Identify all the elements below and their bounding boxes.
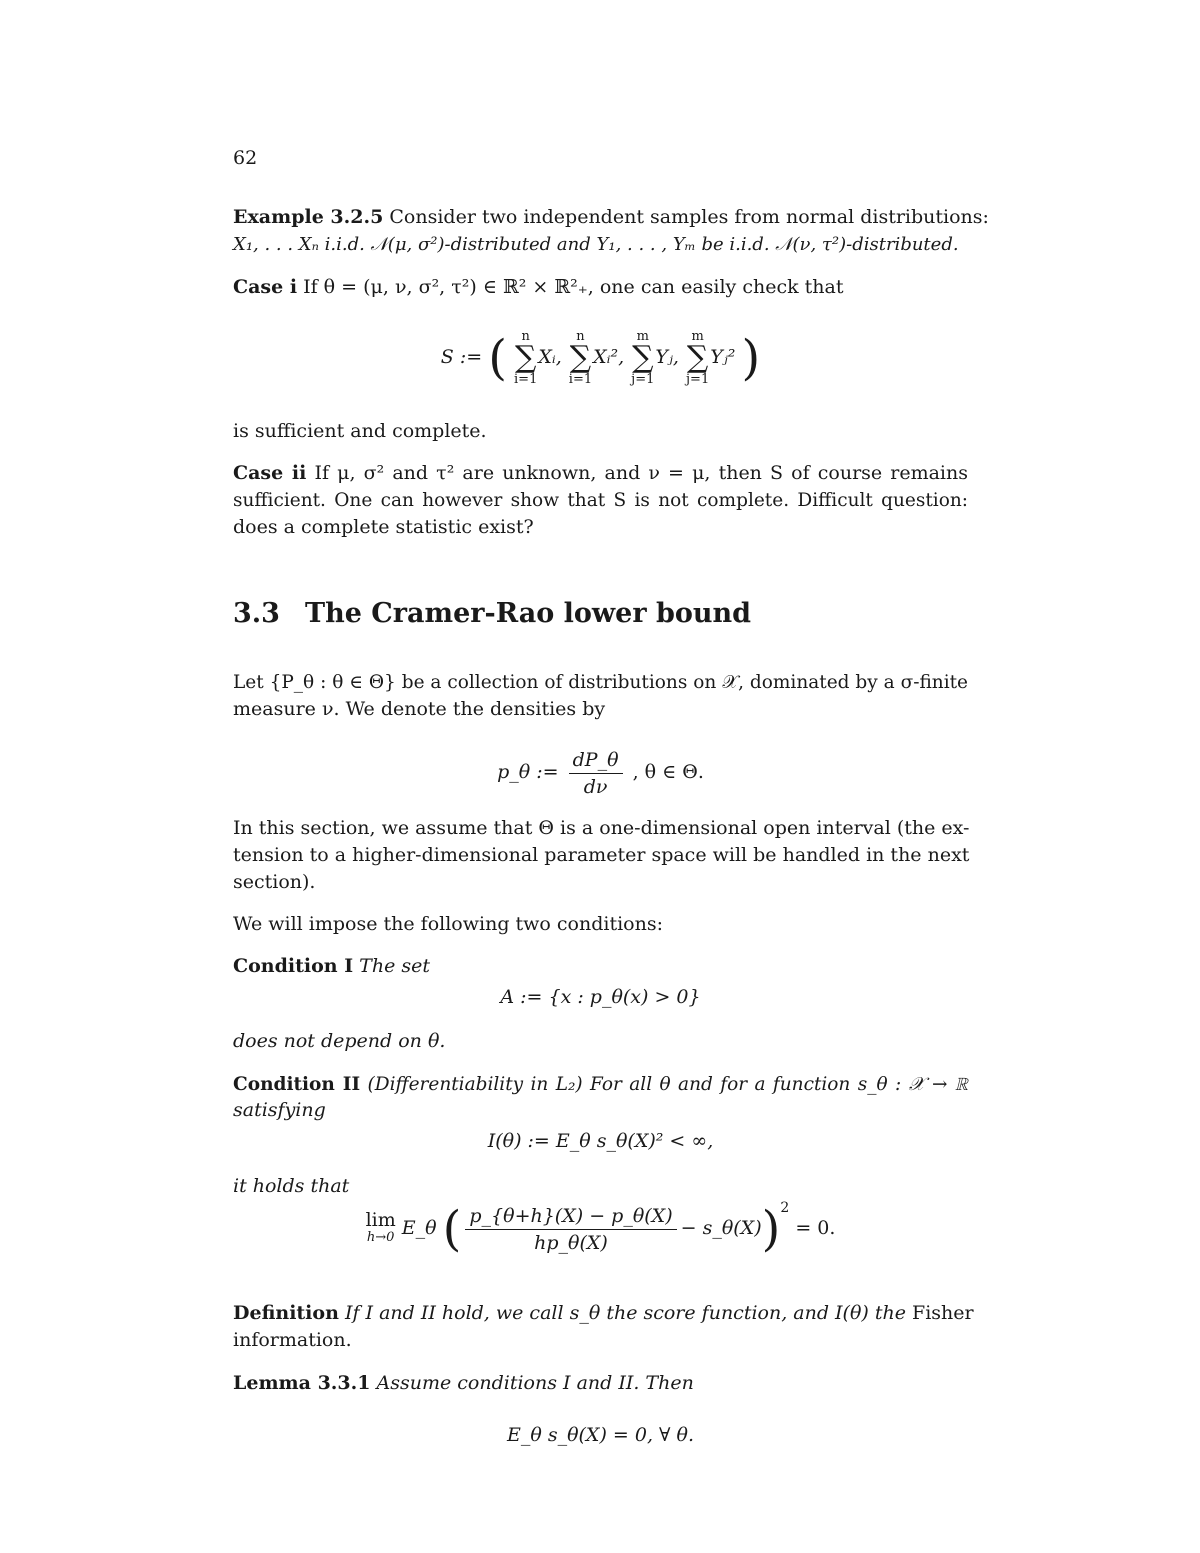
density-lhs: p_θ := xyxy=(497,761,559,783)
condition-2-line-3: it holds that xyxy=(233,1175,350,1197)
case-ii-text-1: If μ, σ² and τ² are unknown, and ν = μ, then S of course remains xyxy=(314,462,968,484)
fisher-info-formula: I(θ) := E_θ s_θ(X)² < ∞, xyxy=(487,1130,714,1152)
sum-4 xyxy=(686,330,709,386)
sum-3-lower: j=1 xyxy=(631,372,655,387)
sum-3 xyxy=(631,330,654,386)
example-label: Example 3.2.5 xyxy=(233,206,384,228)
sum-4-lower: j=1 xyxy=(686,372,710,387)
condition-1-text: The set xyxy=(359,955,430,977)
lemma-text: Assume conditions I and II. Then xyxy=(376,1372,694,1394)
section-title: The Cramer-Rao lower bound xyxy=(305,598,751,629)
sum-2-upper: n xyxy=(576,329,585,344)
definition-line-2: information. xyxy=(233,1329,352,1351)
condition-2-label: Condition II xyxy=(233,1074,361,1095)
density-formula xyxy=(233,742,968,802)
lim-under: h→0 xyxy=(366,1230,395,1245)
left-paren: ( xyxy=(488,330,507,386)
sum-1-upper: n xyxy=(521,329,530,344)
case-i-line xyxy=(233,274,968,301)
sigma-icon: ∑ xyxy=(514,340,537,375)
lemma-formula: E_θ s_θ(X) = 0, ∀ θ. xyxy=(506,1424,695,1446)
sigma-icon: ∑ xyxy=(686,340,709,375)
case-i-after: is sufficient and complete. xyxy=(233,420,487,442)
right-paren: ) xyxy=(741,330,761,386)
intro-line-2: measure ν. We denote the densities by xyxy=(233,698,606,720)
condition-1-line xyxy=(233,953,968,980)
sum-1 xyxy=(514,330,537,386)
sigma-icon: ∑ xyxy=(569,340,592,375)
sum-3-upper: m xyxy=(636,329,649,344)
sum-2-lower: i=1 xyxy=(568,372,593,387)
score-term: − s_θ(X) xyxy=(680,1217,762,1239)
lemma-line xyxy=(233,1370,968,1397)
case-ii-label: Case ii xyxy=(233,462,307,484)
sum-2 xyxy=(569,330,592,386)
para2-line-3: section). xyxy=(233,871,316,893)
expectation: E_θ xyxy=(401,1217,437,1239)
condition-2-line-1 xyxy=(233,1071,968,1098)
condition-1-label: Condition I xyxy=(233,955,354,977)
sum-3-term: Yⱼ, xyxy=(655,346,679,368)
para2-line-2: tension to a higher-dimensional parameter space will be handled in the next xyxy=(233,844,970,866)
quotient-numerator: p_{θ+h}(X) − p_θ(X) xyxy=(465,1205,676,1230)
page-number: 62 xyxy=(233,147,258,169)
sigma-icon: ∑ xyxy=(632,340,654,375)
definition-line-1 xyxy=(233,1300,974,1327)
sum-1-lower: i=1 xyxy=(514,372,538,387)
formula-lhs: S := xyxy=(440,346,483,368)
density-rhs: , θ ∈ Θ. xyxy=(632,761,704,783)
condition-1-after: does not depend on θ. xyxy=(233,1030,446,1052)
density-fraction xyxy=(569,749,623,798)
formula-rhs: = 0. xyxy=(795,1217,836,1239)
definition-fisher: Fisher xyxy=(912,1302,974,1324)
left-paren: ( xyxy=(442,1201,462,1257)
quotient-denominator: hp_θ(X) xyxy=(534,1231,608,1254)
case-ii-line-3: does a complete statistic exist? xyxy=(233,516,534,538)
sum-4-term: Yⱼ² xyxy=(710,346,736,368)
density-denominator: dν xyxy=(583,775,608,798)
definition-text: If I and II hold, we call s_θ the score function, and I(θ) the xyxy=(344,1302,906,1324)
condition-1-formula: A := {x : p_θ(x) > 0} xyxy=(500,986,701,1008)
case-i-text: If θ = (μ, ν, σ², τ²) ∈ ℝ² × ℝ²₊, one can easily check that xyxy=(303,276,844,298)
differentiability-formula xyxy=(233,1196,968,1260)
limit-operator xyxy=(366,1211,396,1247)
section-heading xyxy=(233,598,751,629)
example-line-2: X₁, . . . Xₙ i.i.d. 𝒩(μ, σ²)-distributed and Y₁, . . . , Yₘ be i.i.d. 𝒩(ν, τ²)-distributed. xyxy=(233,234,959,255)
case-i-label: Case i xyxy=(233,276,298,298)
section-number: 3.3 xyxy=(233,598,280,629)
lemma-label: Lemma 3.3.1 xyxy=(233,1372,371,1394)
example-text-1: Consider two independent samples from normal distributions: xyxy=(389,206,989,228)
sum-2-term: Xᵢ², xyxy=(593,346,625,368)
condition-2-text: (Differentiability in L₂) For all θ and for a function s_θ : 𝒳 → ℝ xyxy=(367,1074,968,1095)
para3: We will impose the following two conditions: xyxy=(233,913,663,935)
power: 2 xyxy=(780,1200,790,1216)
case-ii-line-1 xyxy=(233,460,968,487)
density-numerator: dP_θ xyxy=(569,749,623,774)
right-paren: ) xyxy=(761,1201,781,1257)
condition-2-line-2: satisfying xyxy=(233,1099,326,1121)
intro-line-1: Let {P_θ : θ ∈ Θ} be a collection of distributions on 𝒳, dominated by a σ-finite xyxy=(233,672,968,693)
sum-1-term: Xᵢ, xyxy=(538,346,562,368)
example-line-1 xyxy=(233,204,989,231)
sufficient-statistic-formula xyxy=(233,322,968,392)
sum-4-upper: m xyxy=(691,329,704,344)
case-ii-line-2: sufficient. One can however show that S is not complete. Difficult question: xyxy=(233,490,968,511)
para2-line-1: In this section, we assume that Θ is a one-dimensional open interval (the ex- xyxy=(233,817,970,839)
difference-quotient xyxy=(465,1205,676,1254)
definition-label: Definition xyxy=(233,1302,339,1324)
lim-word: lim xyxy=(365,1209,396,1231)
